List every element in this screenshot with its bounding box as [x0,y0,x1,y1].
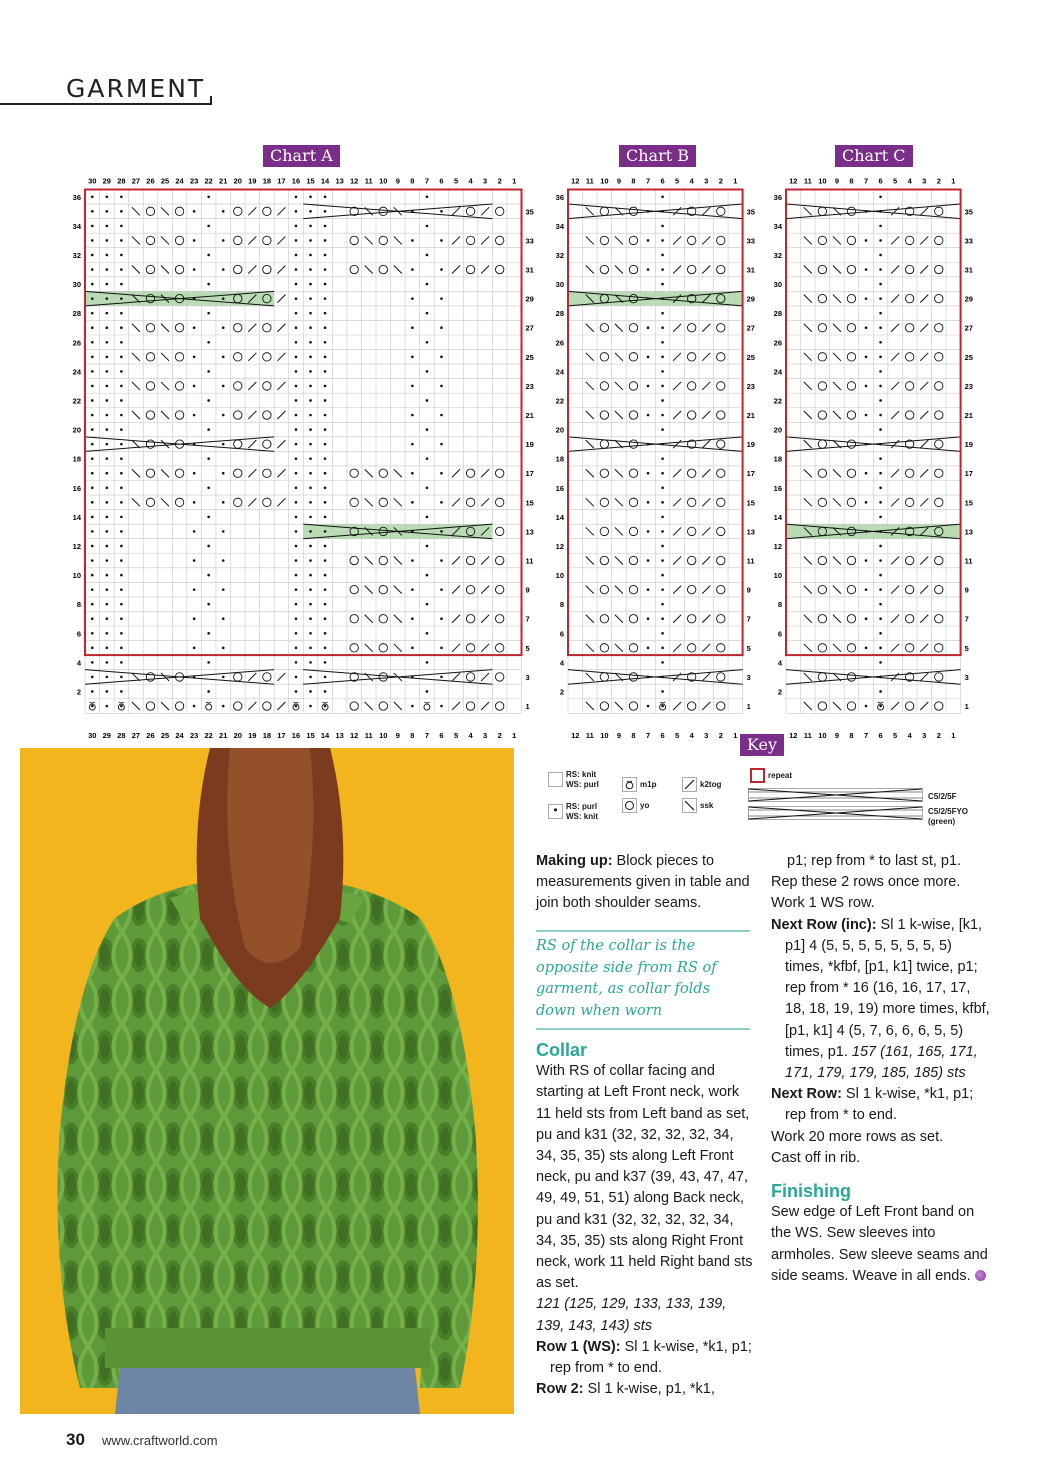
row-number: 11 [746,556,755,566]
column-number: 4 [468,730,473,740]
row-number: 9 [525,585,530,595]
column-number: 17 [277,730,286,740]
row-number: 16 [72,483,81,493]
column-number: 8 [410,176,415,186]
column-number: 11 [803,730,812,740]
m1p-icon [622,777,637,792]
ssk-icon [682,798,697,813]
column-number: 22 [204,730,213,740]
row-number: 17 [525,469,534,479]
column-number: 6 [878,176,883,186]
column-number: 17 [277,176,286,186]
row-number: 20 [773,425,782,435]
key-ssk-label: ssk [700,801,714,810]
column-number: 30 [88,730,97,740]
row-number: 12 [773,541,782,551]
column-number: 23 [189,176,199,186]
column-number: 10 [600,176,609,186]
key-title: Key [740,734,784,756]
column-number: 12 [571,176,580,186]
chart-b-grid [568,190,743,714]
m1p-icon [424,704,430,710]
column-number: 11 [585,730,594,740]
column-number: 3 [483,176,488,186]
column-number: 29 [102,730,111,740]
row-number: 18 [555,454,564,464]
row-number: 23 [746,381,755,391]
collar-heading: Collar [536,1040,588,1060]
column-number: 27 [131,730,141,740]
row-number: 17 [746,469,755,479]
row-number: 24 [773,367,782,377]
row1-instructions: Row 1 (WS): Sl 1 k-wise, *k1, p1; rep from * to end. [536,1338,752,1377]
row-number: 14 [72,512,81,522]
column-number: 27 [131,176,141,186]
column-number: 5 [675,176,680,186]
row-number: 7 [964,614,969,624]
chart-b-title: Chart B [619,145,696,167]
column-number: 20 [233,176,242,186]
row-number: 35 [746,207,755,217]
column-number: 2 [718,730,723,740]
column-number: 12 [571,730,580,740]
knitting-charts [0,0,1050,740]
key-yo-label: yo [640,801,650,810]
column-number: 5 [893,176,898,186]
column-number: 9 [834,176,840,186]
column-number: 4 [689,730,694,740]
row-number: 8 [559,600,564,610]
column-number: 1 [733,176,738,186]
column-number: 9 [395,730,400,740]
row-number: 27 [525,323,534,333]
column-number: 10 [818,730,827,740]
website-url: www.craftworld.com [102,1433,218,1448]
section-title: GARMENT [66,74,206,103]
row-number: 15 [746,498,755,508]
column-number: 8 [410,730,415,740]
column-number: 14 [320,176,330,186]
row-number: 25 [964,352,973,362]
column-number: 6 [660,730,665,740]
row-number: 26 [72,338,81,348]
chart-a-grid [85,190,522,714]
column-number: 1 [733,730,738,740]
row-number: 19 [746,440,755,450]
column-number: 12 [350,730,359,740]
column-number: 26 [146,176,155,186]
row-number: 23 [525,381,534,391]
column-number: 24 [175,176,184,186]
column-number: 7 [863,176,869,186]
row-number: 6 [559,629,564,639]
row-number: 10 [72,571,81,581]
column-number: 8 [849,730,854,740]
column-number: 7 [863,730,869,740]
row-number: 11 [964,556,973,566]
row-number: 15 [525,498,534,508]
key-cable-green-label: C5/2/5FYO (green) [928,807,969,826]
column-number: 28 [117,176,126,186]
column-number: 6 [439,730,444,740]
row-number: 16 [555,483,564,493]
key-repeat-label: repeat [768,771,793,780]
row-number: 34 [555,221,564,231]
column-number: 3 [922,176,927,186]
collar-instructions: With RS of collar facing and starting at Left Front neck, work 11 held sts from Left band as set, pu and k31 (32, 32, 32, 32, 34, 34, 35, 35) sts along Left Front neck, pu and k37 (39, 43, 47, 47, 49, 49, 51, 51) along Back neck, pu and k31 (32, 32, 32, 32, 34, 34, 35, 35) sts along Right Front neck, work 11 held Right band sts as set. [536,1063,753,1292]
column-number: 3 [704,176,709,186]
row-number: 19 [964,440,973,450]
row-number: 5 [525,643,530,653]
column-number: 1 [512,176,517,186]
key-k2tog-label: k2tog [700,780,722,789]
row-number: 25 [746,352,755,362]
column-number: 4 [907,176,912,186]
row-number: 4 [777,658,782,668]
column-number: 9 [616,176,622,186]
column-number: 3 [922,730,927,740]
column-number: 13 [335,730,344,740]
row-number: 32 [555,250,564,260]
row-number: 24 [72,367,81,377]
row-number: 21 [746,411,755,421]
column-number: 29 [102,176,111,186]
column-number: 18 [262,176,272,186]
row-number: 36 [72,192,81,202]
row-number: 32 [72,250,81,260]
column-number: 2 [497,730,502,740]
chart-c-title: Chart C [835,145,913,167]
column-number: 7 [424,730,430,740]
end-mark-icon [975,1270,986,1281]
row-number: 4 [559,658,564,668]
row-number: 31 [525,265,534,275]
collar-callout: RS of the collar is the opposite side from RS of garment, as collar folds down when worn [536,930,750,1030]
row-number: 28 [72,309,81,319]
row-number: 36 [555,192,564,202]
purl-dot-icon: • [548,804,563,819]
row-number: 29 [525,294,534,304]
column-number: 15 [306,176,315,186]
column-number: 2 [936,730,941,740]
column-number: 11 [364,730,373,740]
row-number: 13 [746,527,755,537]
k2tog-icon [682,777,697,792]
column-number: 5 [453,176,459,186]
row-number: 30 [72,280,81,290]
row-number: 5 [964,643,969,653]
column-number: 10 [818,176,827,186]
column-number: 3 [704,730,709,740]
column-number: 25 [160,730,170,740]
row-number: 14 [555,512,564,522]
row-number: 24 [555,367,564,377]
column-number: 19 [248,730,257,740]
chart-c-grid [786,190,961,714]
row-number: 2 [777,687,782,697]
column-number: 2 [497,176,502,186]
column-number: 15 [306,730,315,740]
row-number: 11 [525,556,534,566]
column-number: 19 [248,176,257,186]
column-number: 3 [483,730,488,740]
row-number: 34 [72,221,81,231]
row-number: 5 [746,643,751,653]
column-number: 28 [117,730,126,740]
row-number: 9 [746,585,751,595]
row-number: 20 [72,425,81,435]
column-number: 22 [204,176,213,186]
column-number: 2 [718,176,723,186]
knit-symbol-icon [548,772,563,787]
column-number: 6 [660,176,665,186]
row-number: 28 [555,309,564,319]
column-number: 8 [631,176,636,186]
column-number: 4 [907,730,912,740]
column-number: 26 [146,730,155,740]
cable-icon [748,788,928,828]
column-number: 10 [600,730,609,740]
row-number: 32 [773,250,782,260]
column-number: 14 [320,730,330,740]
row-number: 2 [76,687,81,697]
row-number: 33 [746,236,755,246]
row-number: 9 [964,585,969,595]
making-up-paragraph: Making up: Block pieces to measurements given in table and join both shoulder seams. [536,853,750,912]
row-number: 27 [964,323,973,333]
column-number: 12 [789,730,798,740]
column-number: 6 [878,730,883,740]
column-number: 9 [395,176,400,186]
column-number: 21 [219,730,228,740]
row-number: 22 [773,396,782,406]
row-number: 8 [777,600,782,610]
key-knit-label: RS: knit WS: purl [566,770,599,789]
column-number: 13 [335,176,344,186]
column-number: 21 [219,176,228,186]
garment-photo [20,748,514,1414]
column-number: 1 [951,176,956,186]
column-number: 8 [849,176,854,186]
column-number: 25 [160,176,170,186]
column-number: 12 [789,176,798,186]
column-number: 11 [364,176,373,186]
row-number: 15 [964,498,973,508]
column-number: 16 [291,730,301,740]
row-number: 8 [76,600,81,610]
key-purl-label: RS: purl WS: knit [566,802,598,821]
column-number: 10 [379,176,388,186]
column-number: 6 [439,176,444,186]
column-number: 4 [468,176,473,186]
column-number: 5 [893,730,898,740]
column-number: 10 [379,730,388,740]
column-number: 20 [233,730,242,740]
column-number: 5 [675,730,680,740]
page-number: 30 [66,1430,85,1449]
column-number: 24 [175,730,184,740]
repeat-icon [750,768,765,783]
row-number: 31 [964,265,973,275]
column-number: 11 [803,176,812,186]
row-number: 31 [746,265,755,275]
row-number: 30 [555,280,564,290]
row-number: 3 [746,672,751,682]
row-number: 16 [773,483,782,493]
row-number: 13 [525,527,534,537]
column-number: 8 [631,730,636,740]
column-number: 11 [585,176,594,186]
collar-continued: p1; rep from * to last st, p1. Rep these 2 rows once more. Work 1 WS row. Next Row (inc): Sl 1 k-wise, [k1, p1] 4 (5, 5, 5, 5, 5, 5, 5, 5) times, *kfbf, [p1, k1] twice, p1; rep from * 16 (16, 16, 17, 17, 18, 18, 19, 19) more times, kfbf, [p1, k1] 4 (5, 7, 6, 6, 6, 5, 5) times, p1. 157 (161, 165, 171, 171, 179, 179, 185, 185) sts Next Row: Sl 1 k-wise, *k1, p1; rep from * to end. Work 20 more rows as set. Cast off in rib. Finishing Sew edge of Left Front band on the WS. Sew sleeves into armholes. Sew sleeve seams and side seams. Weave in all ends. [771,851,993,1287]
key-m1p-label: m1p [640,780,657,789]
row-number: 1 [525,702,530,712]
row-number: 30 [773,280,782,290]
row-number: 6 [76,629,81,639]
row-number: 29 [746,294,755,304]
row-number: 23 [964,381,973,391]
column-number: 9 [834,730,840,740]
column-number: 7 [645,730,651,740]
column-number: 7 [645,176,651,186]
row-number: 21 [525,411,534,421]
row-number: 12 [72,541,81,551]
yo-icon [622,798,637,813]
row-number: 1 [746,702,751,712]
column-number: 7 [424,176,430,186]
column-number: 30 [88,176,97,186]
column-number: 1 [951,730,956,740]
row-number: 35 [964,207,973,217]
column-number: 18 [262,730,272,740]
column-number: 9 [616,730,622,740]
m1p-icon [206,704,212,710]
row-number: 26 [555,338,564,348]
row-number: 19 [525,440,534,450]
row-number: 1 [964,702,969,712]
row-number: 22 [72,396,81,406]
row-number: 12 [555,541,564,551]
row-number: 18 [773,454,782,464]
column-number: 1 [512,730,517,740]
row-number: 3 [525,672,530,682]
row-number: 35 [525,207,534,217]
row-number: 14 [773,512,782,522]
column-number: 4 [689,176,694,186]
row2-instructions: Row 2: Sl 1 k-wise, p1, *k1, [536,1381,715,1398]
collar-section [536,1040,756,1400]
row-number: 7 [525,614,530,624]
row-number: 3 [964,672,969,682]
row-number: 4 [76,658,81,668]
row-number: 13 [964,527,973,537]
chart-a-title: Chart A [263,145,340,167]
collar-stitch-count: 121 (125, 129, 133, 133, 139, 139, 143, 143) sts [536,1296,727,1334]
row-number: 36 [773,192,782,202]
row-number: 20 [555,425,564,435]
row-number: 6 [777,629,782,639]
row-number: 26 [773,338,782,348]
row-number: 28 [773,309,782,319]
row-number: 10 [773,571,782,581]
column-number: 12 [350,176,359,186]
row-number: 2 [559,687,564,697]
row-number: 33 [525,236,534,246]
row-number: 18 [72,454,81,464]
row-number: 17 [964,469,973,479]
row-number: 22 [555,396,564,406]
row-number: 21 [964,411,973,421]
row-number: 33 [964,236,973,246]
column-number: 5 [453,730,459,740]
row-number: 7 [746,614,751,624]
row-number: 34 [773,221,782,231]
row-number: 10 [555,571,564,581]
key-cable-label: C5/2/5F [928,792,957,801]
finishing-heading: Finishing [771,1181,851,1202]
column-number: 2 [936,176,941,186]
column-number: 23 [189,730,199,740]
row-number: 27 [746,323,755,333]
finishing-instructions: Sew edge of Left Front band on the WS. Sew sleeves into armholes. Sew sleeve seams and side seams. Weave in all ends. [771,1204,988,1284]
row-number: 29 [964,294,973,304]
column-number: 16 [291,176,301,186]
row-number: 25 [525,352,534,362]
